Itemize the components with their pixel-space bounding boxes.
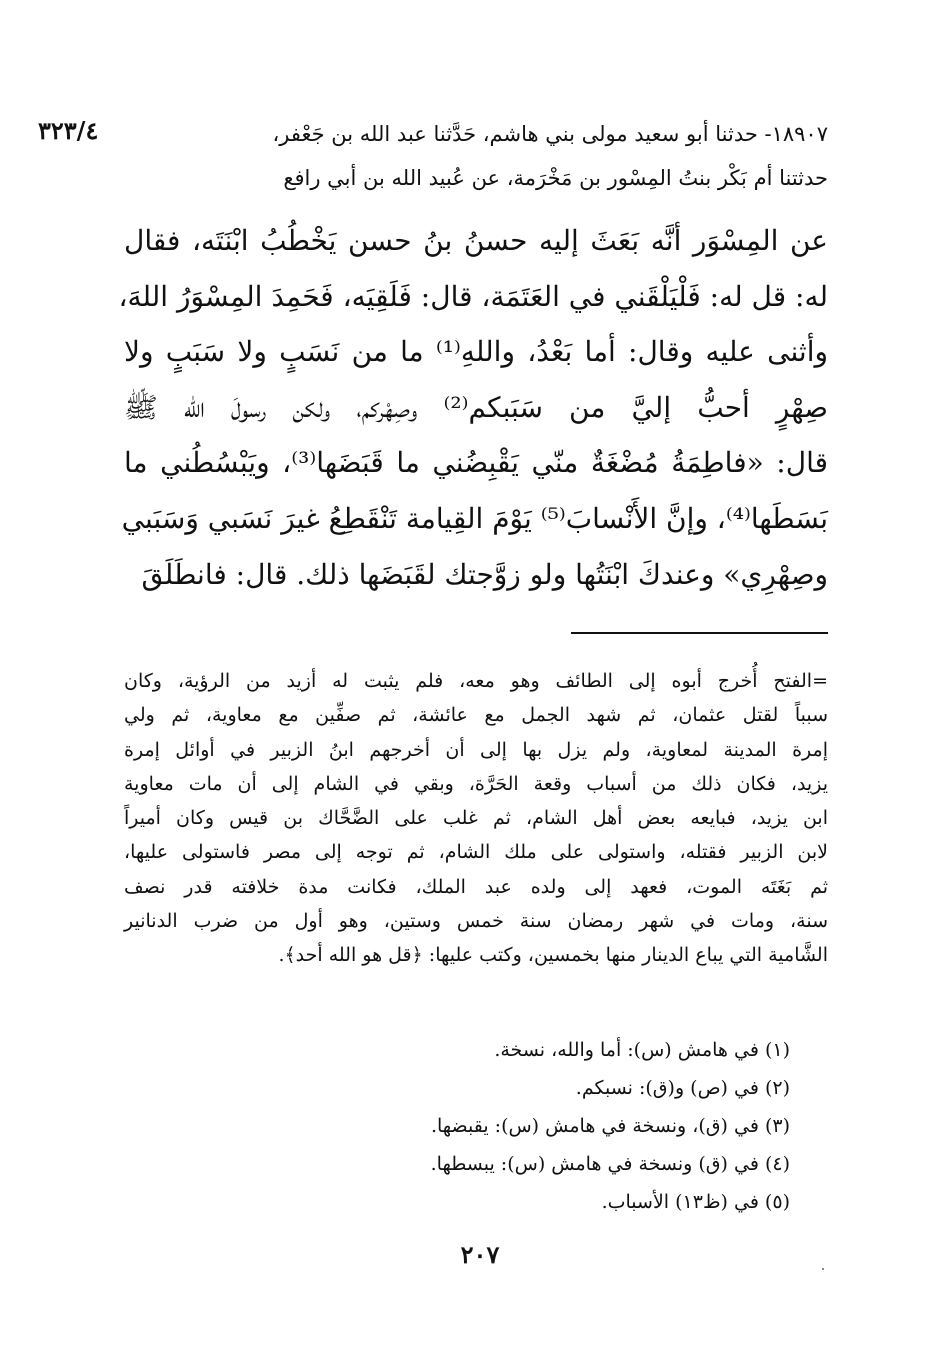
variant-note: (٤) في (ق) ونسخة في هامش (س): يبسطها. xyxy=(430,1153,790,1175)
variant-note: (١) في هامش (س): أما والله، نسخة. xyxy=(494,1039,790,1061)
hadith-line: بَسَطَها⁽⁴⁾، وإنَّ الأَنْسابَ⁽⁵⁾ يَوْمَ القِيامة تَنْقَطِعُ غيرَ نَسَبي وَسَبَبي xyxy=(121,501,828,535)
page-number: ٢٠٧ xyxy=(460,1240,500,1269)
hadith-line: وأثنى عليه وقال: أما بَعْدُ، واللهِ⁽¹⁾ ما من نَسَبٍ ولا سَبَبٍ ولا xyxy=(124,335,828,369)
footnote-separator xyxy=(571,632,828,634)
footnote-line: =الفتح أُخرج أبوه إلى الطائف وهو معه، فلم يثبت له أزيد من الرؤية، وكان xyxy=(124,670,828,692)
scan-speck xyxy=(822,1268,824,1270)
footnote-line: الشَّامية التي يباع الدينار منها بخمسين، وكتب عليها: ﴿قل هو الله أحد﴾. xyxy=(278,944,828,967)
hadith-line: قال: «فاطِمَةُ مُضْغَةٌ منّي يَقْبِضُني ما قَبَضَها⁽³⁾، ويَبْسُطُني ما xyxy=(124,446,828,480)
footnote-line: سنة، ومات في شهر رمضان سنة خمس وستين، وهو أول من ضرب الدنانير xyxy=(124,910,828,933)
footnote-line: إمرة المدينة لمعاوية، ولم يزل بها إلى أن أخرجهم ابنُ الزبير في أوائل إمرة xyxy=(124,738,828,761)
variant-note: (٢) في (ص) و(ق): نسبكم. xyxy=(575,1077,790,1099)
hadith-isnad xyxy=(205,112,828,200)
variant-notes xyxy=(124,1031,790,1221)
hadith-line: وصِهْرِي» وعندكَ ابْنَتُها ولو زوَّجتك لقَبَضَها ذلك. قال: فانطَلَقَ xyxy=(141,557,828,591)
footnote-line: سبباً لقتل عثمان، ثم شهد الجمل مع عائشة، ثم صفِّين مع معاوية، ثم ولي xyxy=(124,704,828,727)
footnote-line: يزيد، فكان ذلك من أسباب وقعة الحَرَّة، وبقي في الشام إلى أن مات معاوية xyxy=(124,772,828,795)
variant-note: (٣) في (ق)، ونسخة في هامش (س): يقبضها. xyxy=(430,1115,790,1137)
volume-page-reference: ٣٢٣/٤ xyxy=(38,116,99,145)
hadith-line: له: قل له: فَلْيَلْقَني في العَتَمَة، قال: فَلَقِيَه، فَحَمِدَ المِسْوَرُ اللهَ، xyxy=(118,279,828,313)
footnote-line: ثم بَغَتَه الموت، فعهد إلى ولده عبد الملك، فكانت مدة خلافته قدر نصف xyxy=(124,875,828,898)
isnad-line: ١٨٩٠٧- حدثنا أبو سعيد مولى بني هاشم، حَدَّثنا عبد الله بن جَعْفر، xyxy=(272,122,828,146)
footnote-line: لابن الزبير فقتله، واستولى على ملك الشام، ثم توجه إلى مصر فاستولى عليها، xyxy=(124,841,828,864)
footnote-line: ابن يزيد، فبايعه بعض أهل الشام، ثم غلب على الضَّحَّاك بن قيس وكان أميراً xyxy=(124,807,828,830)
hadith-text xyxy=(118,213,829,602)
footnote-continuation xyxy=(124,664,828,973)
hadith-line: عن المِسْوَر أنَّه بَعَثَ إليه حسنُ بنُ حسن يَخْطُبُ ابْنَتَه، فقال xyxy=(124,224,828,257)
isnad-line: حدثتنا أم بَكْر بنتُ المِسْور بن مَخْرَمة، عن عُبيد الله بن أبي رافع xyxy=(283,166,828,190)
variant-note: (٥) في (ظ١٣) الأسباب. xyxy=(601,1191,790,1213)
hadith-line: صِهْرٍ أحبُّ إليَّ من سَبَبكم⁽²⁾ وصِهْركم، ولكن رسولَ الله ﷺ xyxy=(124,390,829,424)
